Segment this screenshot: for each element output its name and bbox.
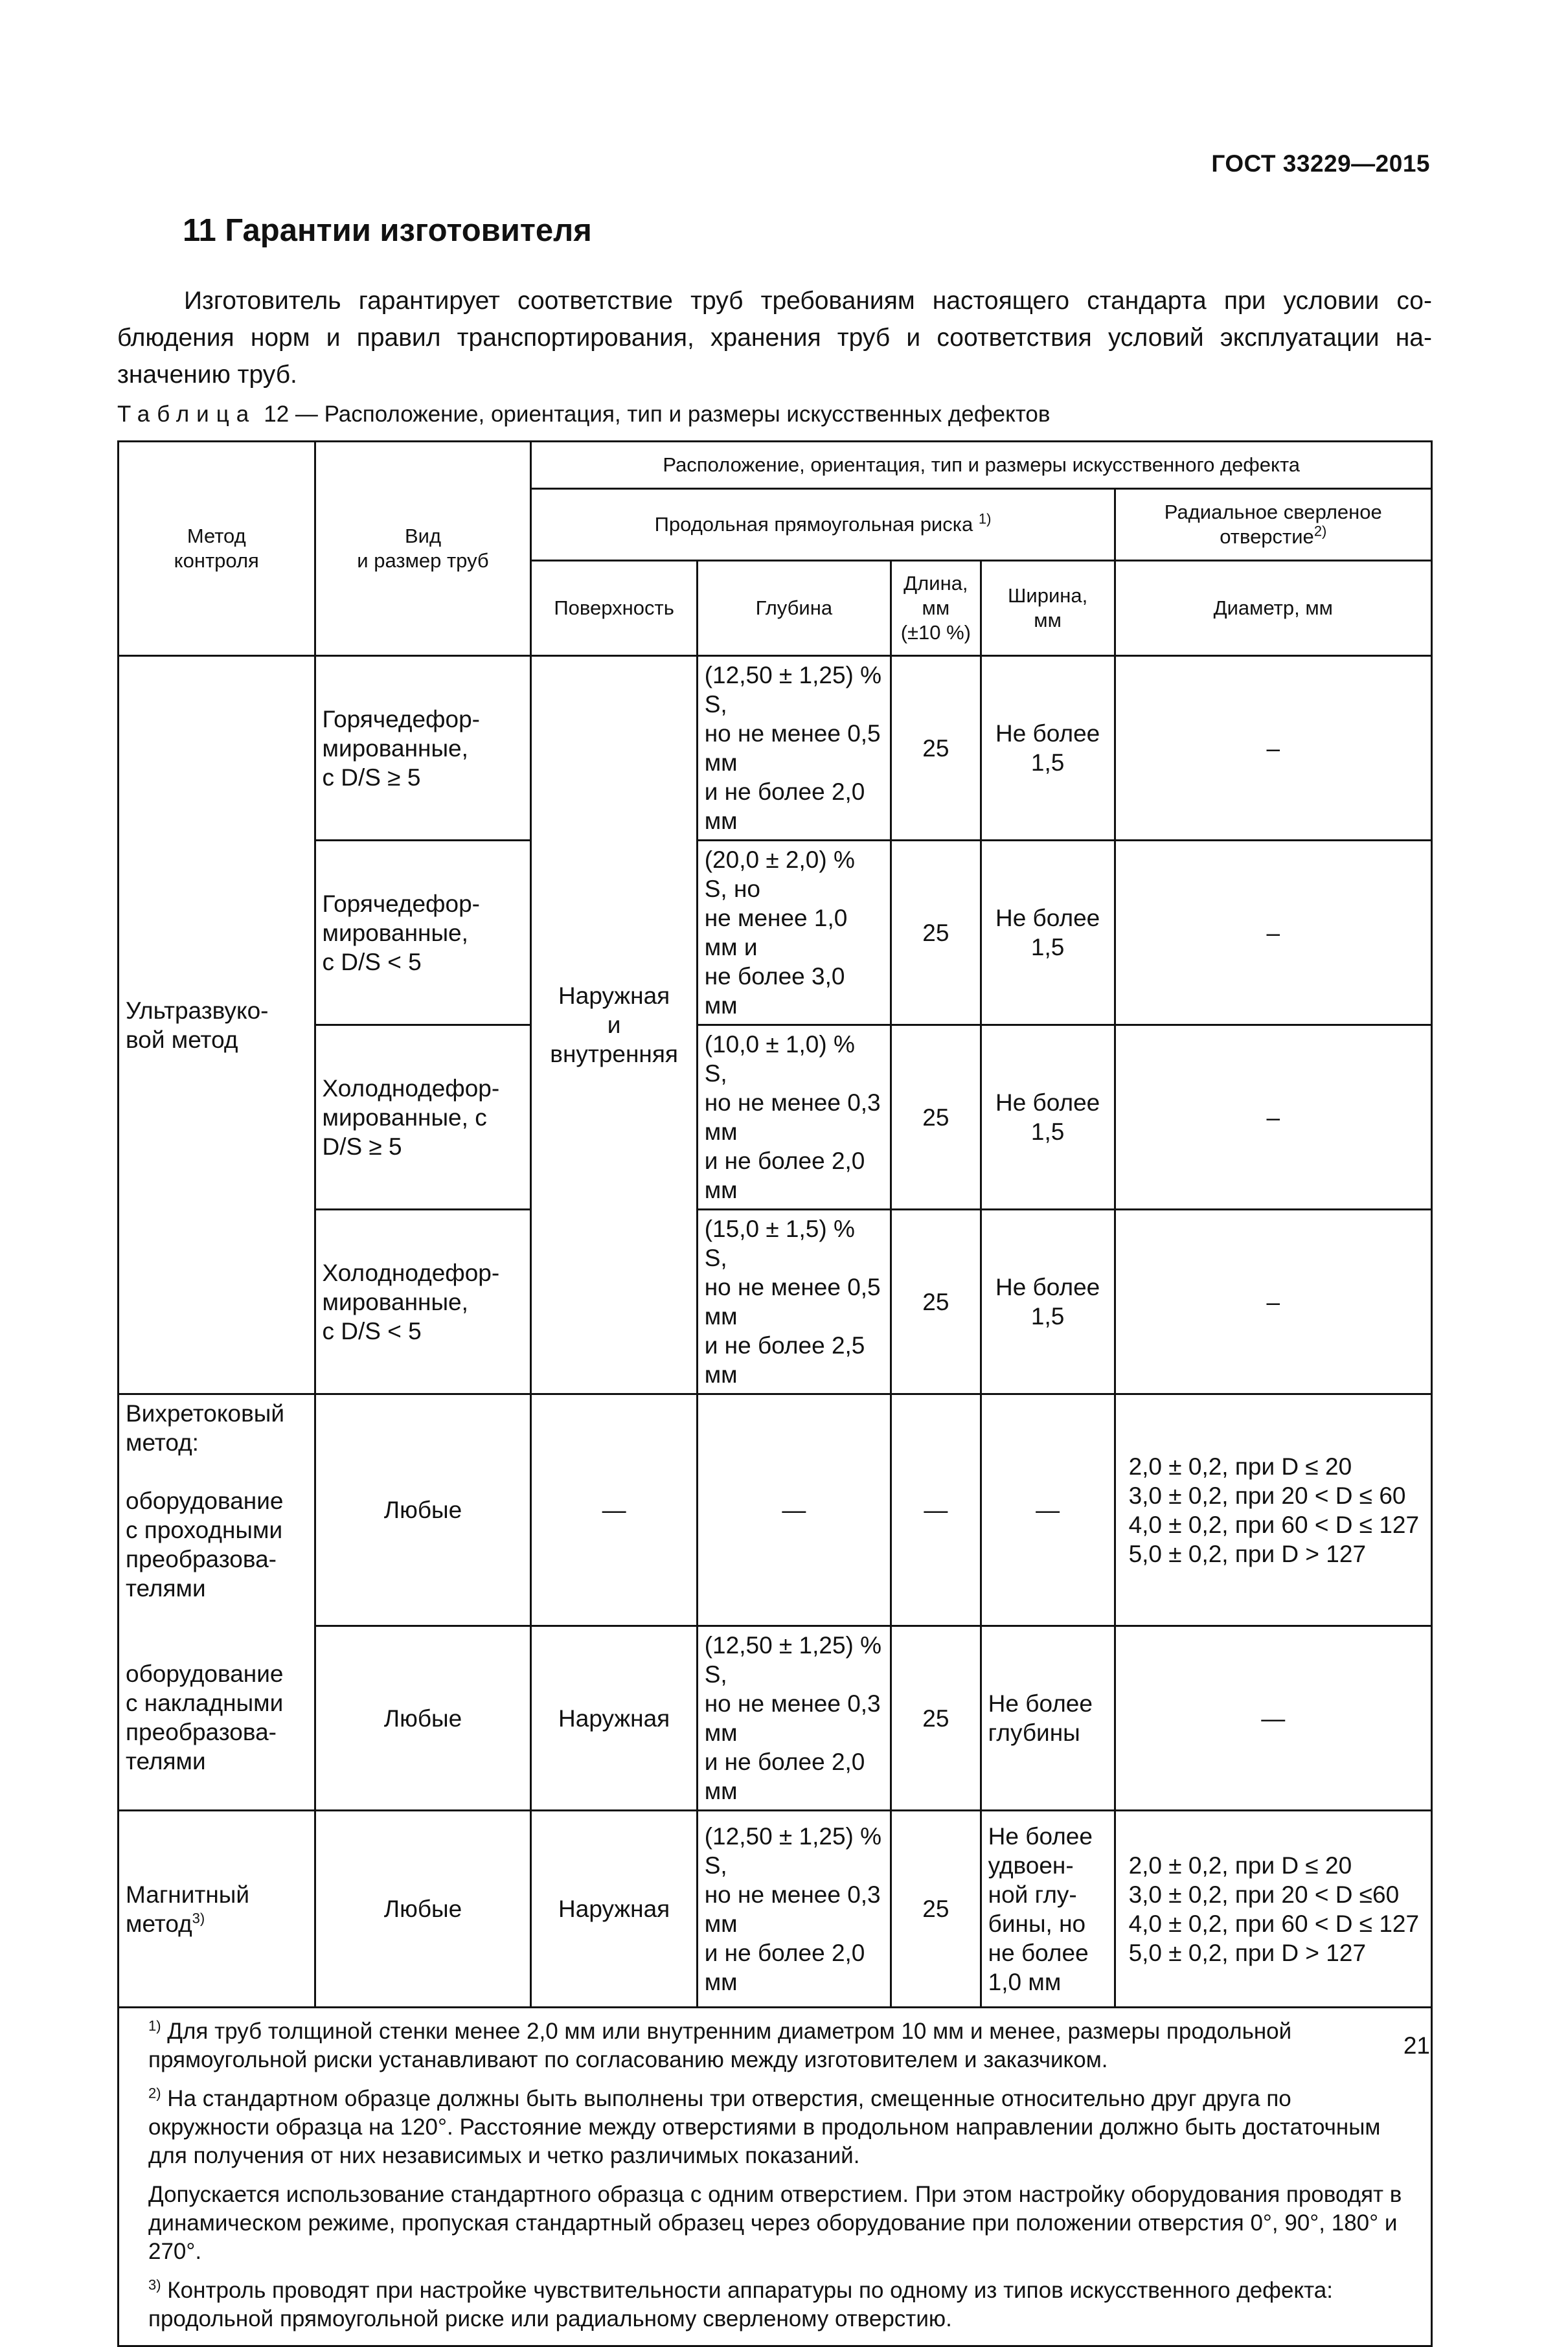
table-row xyxy=(119,1025,1432,1210)
header-width: Ширина, мм xyxy=(981,561,1115,656)
ultrasonic-depth-2: (20,0 ± 2,0) % S, но не менее 1,0 мм и не более 3,0 мм xyxy=(697,841,891,1025)
eddy-method-pass-through: Вихретоковый метод: оборудование с проходными преобразова- телями xyxy=(119,1394,315,1626)
magnetic-surface: Наружная xyxy=(531,1811,697,2008)
eddy-length-1: — xyxy=(891,1394,981,1626)
table-row xyxy=(119,1394,1432,1626)
ultrasonic-pipe-4: Холоднодефор- мированные, с D/S < 5 xyxy=(315,1210,531,1394)
footnote-2-continuation xyxy=(148,2181,1414,2266)
footnote-1-text: Для труб толщиной стенки менее 2,0 мм или внутренним диаметром 10 мм и менее, размеры продольной прямоугольной риски устанавливают по согласованию между изготовителем и заказчиком. xyxy=(148,2019,1292,2072)
magnetic-depth: (12,50 ± 1,25) % S, но не менее 0,3 мм и не более 2,0 мм xyxy=(697,1811,891,2008)
footnote-3-mark: 3) xyxy=(148,2276,161,2293)
header-diameter: Диаметр, мм xyxy=(1115,561,1431,656)
page-number: 21 xyxy=(1403,2032,1430,2059)
eddy-width-2: Не более глубины xyxy=(981,1626,1115,1811)
eddy-method-overlay: оборудование с накладными преобразова- телями xyxy=(119,1626,315,1811)
ultrasonic-depth-1: (12,50 ± 1,25) % S, но не менее 0,5 мм и не более 2,0 мм xyxy=(697,656,891,841)
table-caption-label: Таблица xyxy=(117,402,256,427)
ultrasonic-diameter-4: – xyxy=(1115,1210,1431,1394)
header-notch xyxy=(531,489,1115,561)
ultrasonic-width-1: Не более 1,5 xyxy=(981,656,1115,841)
ultrasonic-length-2: 25 xyxy=(891,841,981,1025)
footnotes-row xyxy=(119,2008,1432,2346)
header-pipe-type: Вид и размер труб xyxy=(315,442,531,656)
table-caption-text: 12 — Расположение, ориентация, тип и размеры искусственных дефектов xyxy=(264,402,1051,427)
eddy-depth-2: (12,50 ± 1,25) % S, но не менее 0,3 мм и не более 2,0 мм xyxy=(697,1626,891,1811)
eddy-pipe-1: Любые xyxy=(315,1394,531,1626)
ultrasonic-diameter-2: – xyxy=(1115,841,1431,1025)
eddy-length-2: 25 xyxy=(891,1626,981,1811)
header-defect-group: Расположение, ориентация, тип и размеры искусственного дефекта xyxy=(531,442,1432,489)
ultrasonic-diameter-1: – xyxy=(1115,656,1431,841)
footnote-1 xyxy=(148,2017,1414,2074)
footnote-2-mark: 2) xyxy=(148,2085,161,2102)
header-notch-text: Продольная прямоугольная риска xyxy=(654,513,973,536)
ultrasonic-width-4: Не более 1,5 xyxy=(981,1210,1115,1394)
ultrasonic-method: Ультразвуко- вой метод xyxy=(119,656,315,1394)
ultrasonic-depth-3: (10,0 ± 1,0) % S, но не менее 0,3 мм и не более 2,0 мм xyxy=(697,1025,891,1210)
ultrasonic-pipe-2: Горячедефор- мированные, с D/S < 5 xyxy=(315,841,531,1025)
footnote-2-continuation-text: Допускается использование стандартного образца с одним отверстием. При этом настройку оборудования проводят в динамическом режиме, пропуская стандартный образец через оборудование при положении отверстия 0°, 90°, 180° и 270°. xyxy=(148,2182,1402,2264)
table-caption xyxy=(117,402,1051,427)
ultrasonic-pipe-3: Холоднодефор- мированные, с D/S ≥ 5 xyxy=(315,1025,531,1210)
magnetic-method xyxy=(119,1811,315,2008)
eddy-depth-1: — xyxy=(697,1394,891,1626)
ultrasonic-width-2: Не более 1,5 xyxy=(981,841,1115,1025)
magnetic-diameter: 2,0 ± 0,2, при D ≤ 20 3,0 ± 0,2, при 20 < D ≤60 4,0 ± 0,2, при 60 < D ≤ 127 5,0 ± 0,2, при D > 127 xyxy=(1115,1811,1431,2008)
eddy-width-1: — xyxy=(981,1394,1115,1626)
eddy-surface-2: Наружная xyxy=(531,1626,697,1811)
intro-text: Изготовитель гарантирует соответствие труб требованиям настоящего стандарта при условии соблюдения норм и правил транспортирования, хранения труб и соответствия условий эксплуатации назначению труб. xyxy=(117,287,1432,389)
ultrasonic-width-3: Не более 1,5 xyxy=(981,1025,1115,1210)
footnote-2 xyxy=(148,2085,1414,2170)
section-title: 11 Гарантии изготовителя xyxy=(183,213,592,248)
magnetic-footnote-mark: 3) xyxy=(192,1910,205,1927)
header-hole-footnote-mark: 2) xyxy=(1313,523,1327,539)
magnetic-pipe: Любые xyxy=(315,1811,531,2008)
table-row xyxy=(119,1626,1432,1811)
ultrasonic-length-4: 25 xyxy=(891,1210,981,1394)
eddy-diameter-2: — xyxy=(1115,1626,1431,1811)
header-hole-text: Радиальное сверленое отверстие xyxy=(1164,501,1382,548)
ultrasonic-pipe-1: Горячедефор- мированные, с D/S ≥ 5 xyxy=(315,656,531,841)
table-row xyxy=(119,656,1432,841)
ultrasonic-depth-4: (15,0 ± 1,5) % S, но не менее 0,5 мм и не более 2,5 мм xyxy=(697,1210,891,1394)
table-row xyxy=(119,1210,1432,1394)
standard-number: ГОСТ 33229—2015 xyxy=(1211,150,1430,177)
table-row xyxy=(119,841,1432,1025)
footnote-3-text: Контроль проводят при настройке чувствительности аппаратуры по одному из типов искусственного дефекта: продольной прямоугольной риске или радиальному сверленому отверстию. xyxy=(148,2278,1333,2331)
eddy-surface-1: — xyxy=(531,1394,697,1626)
magnetic-method-text: Магнитный метод xyxy=(126,1881,250,1937)
header-length: Длина, мм (±10 %) xyxy=(891,561,981,656)
footnote-3 xyxy=(148,2276,1414,2333)
header-hole xyxy=(1115,489,1431,561)
eddy-diameter-1: 2,0 ± 0,2, при D ≤ 20 3,0 ± 0,2, при 20 < D ≤ 60 4,0 ± 0,2, при 60 < D ≤ 127 5,0 ± 0,2, при D > 127 xyxy=(1115,1394,1431,1626)
ultrasonic-length-3: 25 xyxy=(891,1025,981,1210)
header-method: Метод контроля xyxy=(119,442,315,656)
header-notch-footnote-mark: 1) xyxy=(978,510,992,527)
ultrasonic-diameter-3: – xyxy=(1115,1025,1431,1210)
table-row xyxy=(119,1811,1432,2008)
header-surface: Поверхность xyxy=(531,561,697,656)
footnote-2-text: На стандартном образце должны быть выполнены три отверстия, смещенные относительно друг друга по окружности образца на 120°. Расстояние между отверстиями в продольном направлении должно быть достаточным для получения от них независимых и четко различимых показаний. xyxy=(148,2086,1381,2168)
header-depth: Глубина xyxy=(697,561,891,656)
eddy-pipe-2: Любые xyxy=(315,1626,531,1811)
footnotes-cell xyxy=(119,2008,1432,2346)
magnetic-length: 25 xyxy=(891,1811,981,2008)
intro-paragraph xyxy=(117,282,1432,393)
ultrasonic-surface: Наружная и внутренняя xyxy=(531,656,697,1394)
footnote-1-mark: 1) xyxy=(148,2017,161,2034)
magnetic-width: Не более удвоен- ной глу- бины, но не более 1,0 мм xyxy=(981,1811,1115,2008)
defects-table xyxy=(117,440,1433,2347)
ultrasonic-length-1: 25 xyxy=(891,656,981,841)
